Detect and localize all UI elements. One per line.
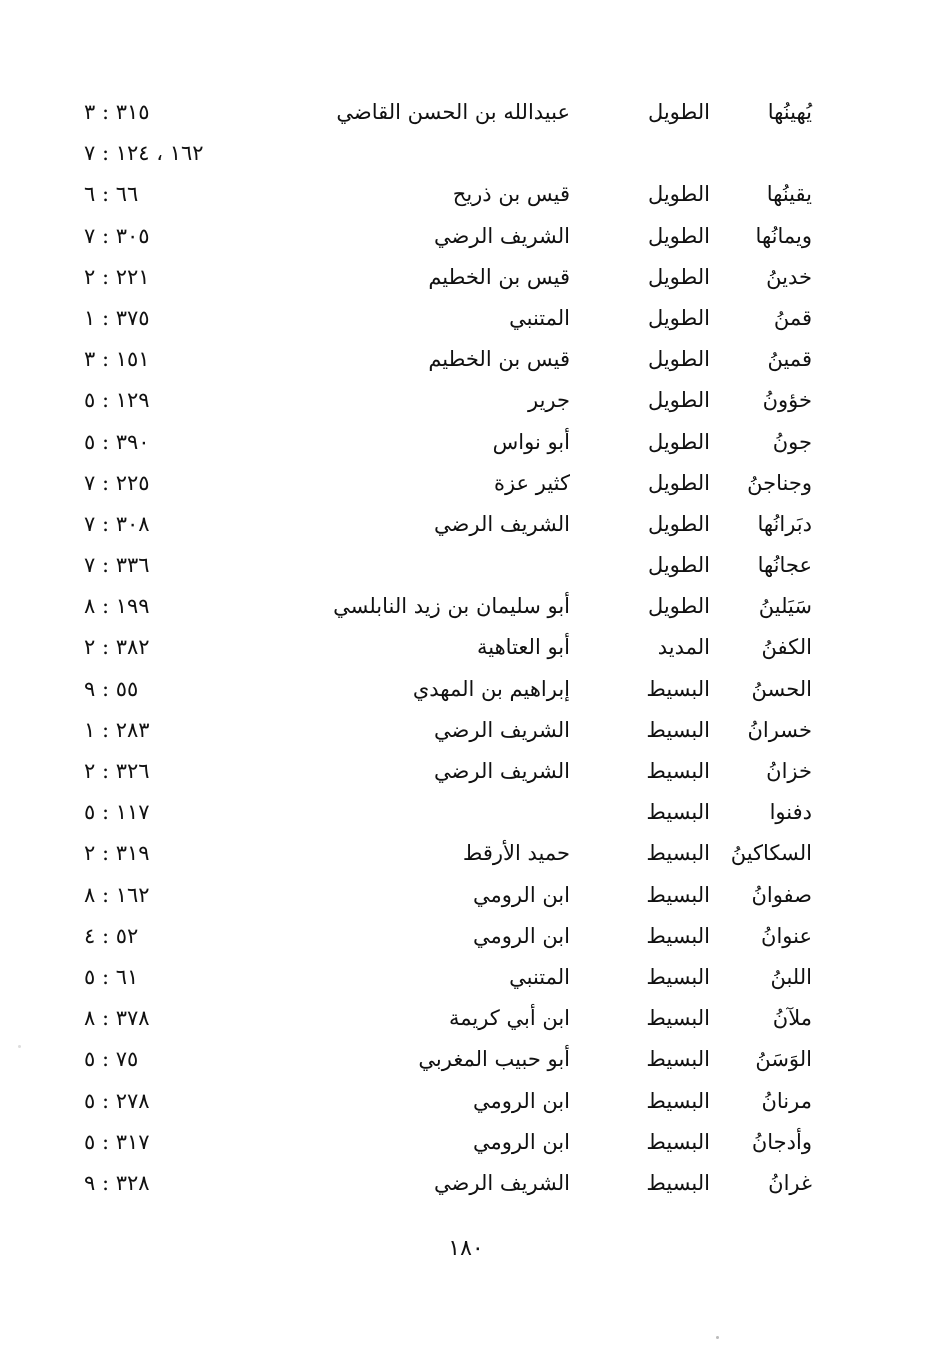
table-row (0, 546, 932, 587)
reference-cell: ٦٦ : ٦ (84, 182, 139, 207)
poet-cell: ابن الرومي (472, 923, 570, 948)
table-row (0, 93, 932, 134)
rhyme-cell: دبَرانُها (757, 511, 812, 536)
poet-cell: الشريف الرضي (434, 759, 570, 783)
rhyme-cell: دفنوا (769, 800, 812, 825)
poet-cell: جرير (528, 388, 570, 413)
reference-cell: ١٢٩ : ٥ (84, 388, 150, 413)
scan-speck (18, 1045, 21, 1048)
meter-cell: الطويل (647, 388, 710, 413)
table-row (0, 1123, 932, 1164)
meter-cell: الطويل (647, 594, 710, 619)
reference-cell: ٧٥ : ٥ (84, 1047, 139, 1072)
reference-cell: ٣٢٨ : ٩ (84, 1170, 150, 1195)
table-row (0, 834, 932, 875)
meter-cell: البسيط (646, 759, 710, 783)
meter-cell: البسيط (646, 1088, 710, 1113)
table-row (0, 1164, 932, 1205)
rhyme-cell: السكاكينُ (730, 841, 812, 866)
reference-cell: ١٩٩ : ٨ (84, 594, 150, 619)
table-row (0, 217, 932, 258)
meter-cell: الطويل (647, 305, 710, 330)
table-row (0, 258, 932, 299)
table-row (0, 958, 932, 999)
reference-cell: ٦١ : ٥ (84, 964, 139, 989)
meter-cell: البسيط (646, 676, 710, 701)
meter-cell: البسيط (646, 964, 710, 989)
table-row (0, 423, 932, 464)
rhyme-cell: خدينُ (766, 264, 812, 289)
poet-cell: أبو العتاهية (477, 635, 570, 660)
poet-cell: أبو نواس (492, 429, 570, 454)
meter-cell: البسيط (646, 882, 710, 907)
rhyme-cell: اللبنُ (770, 964, 812, 989)
table-row (0, 1082, 932, 1123)
poet-cell: كثير عزة (493, 470, 570, 495)
reference-cell: ٣٣٦ : ٧ (84, 553, 150, 578)
reference-cell: ٣١٩ : ٢ (84, 841, 150, 866)
meter-cell: الطويل (647, 182, 710, 207)
reference-cell: ٣١٥ : ٣ (84, 100, 150, 124)
meter-cell: البسيط (646, 1129, 710, 1154)
rhyme-cell: ملآنُ (772, 1006, 812, 1031)
rhyme-cell: سَيَلينُ (758, 594, 812, 619)
reference-cell: ٣٧٨ : ٨ (84, 1006, 150, 1031)
meter-cell: البسيط (646, 1047, 710, 1072)
reference-cell: ٢٢١ : ٢ (84, 264, 150, 289)
rhyme-cell: خؤونُ (762, 388, 812, 413)
table-row (0, 628, 932, 669)
reference-cell: ٣١٧ : ٥ (84, 1129, 150, 1154)
poet-cell: عبيدالله بن الحسن القاضي (336, 100, 570, 124)
rhyme-cell: غرانُ (768, 1170, 812, 1195)
poet-cell: المتنبي (509, 964, 570, 989)
table-row (0, 505, 932, 546)
meter-cell: الطويل (647, 553, 710, 578)
poet-cell: إبراهيم بن المهدي (412, 676, 570, 701)
reference-cell: ٣٠٨ : ٧ (84, 511, 150, 536)
meter-cell: البسيط (646, 923, 710, 948)
poet-cell: الشريف الرضي (434, 1170, 570, 1195)
rhyme-cell: مرنانُ (761, 1088, 812, 1113)
poet-cell: قيس بن الخطيم (428, 264, 570, 289)
table-row (0, 670, 932, 711)
scan-speck (716, 1336, 719, 1339)
rhyme-cell: وأدجانُ (751, 1129, 812, 1154)
table-row (0, 876, 932, 917)
meter-cell: الطويل (647, 347, 710, 372)
meter-cell: البسيط (646, 717, 710, 742)
poet-cell: الشريف الرضي (434, 223, 570, 248)
reference-cell: ٣٧٥ : ١ (84, 305, 150, 330)
table-row (0, 999, 932, 1040)
table-row (0, 340, 932, 381)
table-row (0, 752, 932, 793)
table-row (0, 793, 932, 834)
poet-cell: المتنبي (509, 305, 570, 330)
meter-cell: الطويل (647, 429, 710, 454)
rhyme-cell: الحسنُ (751, 676, 812, 701)
reference-cell: ١٦٢ : ٨ (84, 882, 150, 907)
poet-cell: قيس بن الخطيم (428, 347, 570, 372)
poet-cell: قيس بن ذريح (452, 182, 570, 207)
poet-cell: حميد الأرقط (462, 841, 570, 866)
poet-cell: أبو سليمان بن زيد النابلسي (333, 594, 570, 619)
rhyme-cell: عجانُها (757, 553, 812, 578)
rhyme-cell: خزانُ (766, 759, 812, 783)
rhyme-cell: عنوانُ (761, 923, 812, 948)
meter-cell: المديد (657, 635, 710, 660)
rhyme-cell: الوَسَنُ (755, 1047, 812, 1072)
table-row (0, 711, 932, 752)
meter-cell: الطويل (647, 223, 710, 248)
table-row (0, 134, 932, 175)
poet-cell: ابن الرومي (472, 1129, 570, 1154)
rhyme-cell: يقينُها (766, 182, 812, 207)
meter-cell: الطويل (647, 470, 710, 495)
table-row (0, 464, 932, 505)
meter-cell: الطويل (647, 264, 710, 289)
table-row (0, 175, 932, 216)
table-row (0, 1040, 932, 1081)
index-table (0, 93, 932, 1205)
reference-cell: ٥٥ : ٩ (84, 676, 139, 701)
reference-cell: ٣٨٢ : ٢ (84, 635, 150, 660)
reference-cell: ١٥١ : ٣ (84, 347, 150, 372)
rhyme-cell: ويمانُها (755, 223, 812, 248)
poet-cell: الشريف الرضي (434, 717, 570, 742)
rhyme-cell: قمينُ (767, 347, 812, 372)
meter-cell: البسيط (646, 841, 710, 866)
rhyme-cell: صفوانُ (751, 882, 812, 907)
page-number: ١٨٠ (448, 1236, 484, 1261)
reference-cell: ٣٠٥ : ٧ (84, 223, 150, 248)
rhyme-cell: جونُ (772, 429, 812, 454)
reference-cell: ٣٢٦ : ٢ (84, 759, 150, 783)
reference-cell: ١١٧ : ٥ (84, 800, 150, 825)
reference-cell: ٢٨٣ : ١ (84, 717, 150, 742)
reference-cell: ٥٢ : ٤ (84, 923, 139, 948)
poet-cell: الشريف الرضي (434, 511, 570, 536)
poet-cell: ابن الرومي (472, 1088, 570, 1113)
poet-cell: ابن أبي كريمة (448, 1006, 570, 1031)
meter-cell: البسيط (646, 1006, 710, 1031)
meter-cell: الطويل (647, 100, 710, 124)
rhyme-cell: قمنُ (773, 305, 812, 330)
meter-cell: الطويل (647, 511, 710, 536)
table-row (0, 299, 932, 340)
reference-cell: ٢٧٨ : ٥ (84, 1088, 150, 1113)
meter-cell: البسيط (646, 1170, 710, 1195)
table-row (0, 381, 932, 422)
meter-cell: البسيط (646, 800, 710, 825)
reference-cell: ٣٩٠ : ٥ (84, 429, 150, 454)
reference-cell: ٢٢٥ : ٧ (84, 470, 150, 495)
rhyme-cell: وجناجنُ (747, 470, 812, 495)
poet-cell: أبو حبيب المغربي (418, 1047, 570, 1072)
rhyme-cell: خسرانُ (747, 717, 812, 742)
reference-cell: ١٦٢ ، ١٢٤ : ٧ (84, 141, 204, 166)
table-row (0, 587, 932, 628)
table-row (0, 917, 932, 958)
rhyme-cell: يُهينُها (767, 100, 812, 124)
poet-cell: ابن الرومي (472, 882, 570, 907)
rhyme-cell: الكفنُ (761, 635, 812, 660)
